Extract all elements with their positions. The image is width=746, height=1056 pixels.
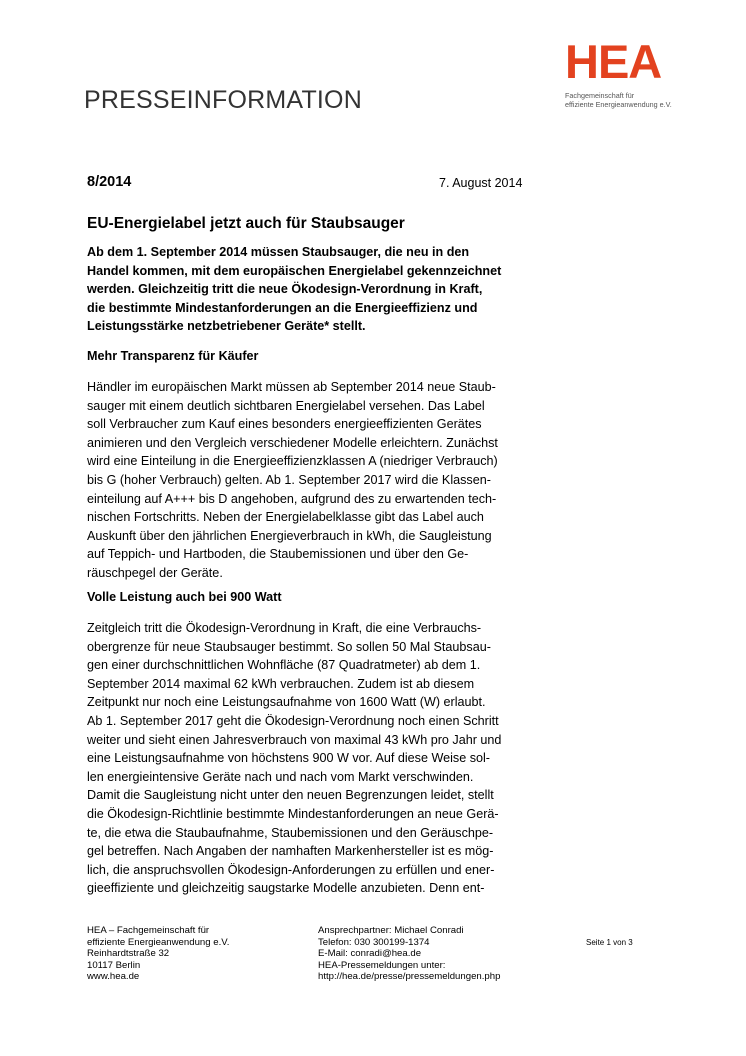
body-line: eine Leistungsaufnahme von höchstens 900 W vor. Auf diese Weise sol- <box>87 751 491 766</box>
section-heading-performance: Volle Leistung auch bei 900 Watt <box>87 590 282 604</box>
body-line: Damit die Saugleistung nicht unter den neuen Begrenzungen leidet, stellt <box>87 788 494 803</box>
footer-organization <box>87 925 229 983</box>
footer-org-line: Reinhardtstraße 32 <box>87 948 170 960</box>
page-number: Seite 1 von 3 <box>586 938 633 947</box>
body-line: lich, die anspruchsvollen Ökodesign-Anforderungen zu erfüllen und ener- <box>87 862 495 877</box>
headline: EU-Energielabel jetzt auch für Staubsauger <box>87 215 405 232</box>
body-line: len energieintensive Geräte nach und nach vom Markt verschwinden. <box>87 769 474 784</box>
body-line: Zeitgleich tritt die Ökodesign-Verordnung in Kraft, die eine Verbrauchs- <box>87 621 482 635</box>
body-line: Zeitpunkt nur noch eine Leistungsaufnahme von 1600 Watt (W) erlaubt. <box>87 695 486 710</box>
press-release-number: 8/2014 <box>87 174 132 190</box>
body-line: September 2014 maximal 62 kWh verbrauchen. Zudem ist ab diesem <box>87 676 475 691</box>
body-line: gieeffiziente und gleichzeitig saugstarke Modelle anzubieten. Denn ent- <box>87 881 485 896</box>
section-heading-transparency: Mehr Transparenz für Käufer <box>87 349 259 363</box>
body-line: gel betreffen. Nach Angaben der namhaften Markenhersteller ist es mög- <box>87 844 494 859</box>
footer-contact <box>318 925 500 983</box>
body-line: soll Verbraucher zum Kauf eines besonders energieeffizienten Gerätes <box>87 417 482 432</box>
body-line: animieren und den Vergleich verschiedener Modelle erleichtern. Zunächst <box>87 435 498 450</box>
body-line: sauger mit einem deutlich sichtbaren Energielabel versehen. Das Label <box>87 398 485 413</box>
body-line: einteilung auf A+++ bis D angehoben, aufgrund des zu erwartenden tech- <box>87 491 497 506</box>
lead-line: Ab dem 1. September 2014 müssen Staubsauger, die neu in den <box>87 245 470 259</box>
body-line: räuschpegel der Geräte. <box>87 565 223 580</box>
lead-paragraph <box>87 243 547 336</box>
footer-website[interactable]: www.hea.de <box>87 971 140 983</box>
lead-line: Leistungsstärke netzbetriebener Geräte* stellt. <box>87 319 366 334</box>
logo-mark: HEA <box>565 35 662 88</box>
footer-contact-line: HEA-Pressemeldungen unter: <box>318 959 446 971</box>
logo-subtitle <box>565 91 725 109</box>
body-line: auf Teppich- und Hartboden, die Staubemissionen und über den Ge- <box>87 547 469 562</box>
logo-subtitle-line: Fachgemeinschaft für <box>565 91 635 100</box>
body-line: weiter und sieht einen Jahresverbrauch von maximal 43 kWh pro Jahr und <box>87 732 502 747</box>
footer-contact-line: Ansprechpartner: Michael Conradi <box>318 925 464 936</box>
body-line: Händler im europäischen Markt müssen ab September 2014 neue Staub- <box>87 380 496 394</box>
lead-line: werden. Gleichzeitig tritt die neue Ökodesign-Verordnung in Kraft, <box>87 282 483 297</box>
press-release-date: 7. August 2014 <box>439 176 523 190</box>
footer-press-link[interactable]: http://hea.de/presse/pressemeldungen.php <box>318 971 501 983</box>
hea-logo <box>565 35 725 109</box>
lead-line: die bestimmte Mindestanforderungen an die Energieeffizienz und <box>87 300 478 315</box>
footer-contact-line: Telefon: 030 300199-1374 <box>318 936 430 948</box>
body-line: wird eine Einteilung in die Energieeffizienzklassen A (niedriger Verbrauch) <box>87 454 498 469</box>
logo-subtitle-line: effiziente Energieanwendung e.V. <box>565 100 672 109</box>
footer-org-line: HEA – Fachgemeinschaft für <box>87 925 210 936</box>
body-line: bis G (hoher Verbrauch) gelten. Ab 1. September 2017 wird die Klassen- <box>87 472 491 487</box>
body-line: Auskunft über den jährlichen Energieverbrauch in kWh, die Saugleistung <box>87 528 492 543</box>
body-line: gen einer durchschnittlichen Wohnfläche (87 Quadratmeter) ab dem 1. <box>87 658 481 673</box>
body-line: Ab 1. September 2017 geht die Ökodesign-Verordnung noch einen Schritt <box>87 713 499 728</box>
section-body-performance <box>87 619 547 898</box>
body-line: nischen Fortschritts. Neben der Energielabelklasse gibt das Label auch <box>87 510 484 525</box>
section-body-transparency <box>87 378 547 583</box>
document-type-title: PRESSEINFORMATION <box>84 86 362 114</box>
lead-line: Handel kommen, mit dem europäischen Energielabel gekennzeichnet <box>87 263 502 278</box>
body-line: obergrenze für neue Staubsauger bestimmt. So sollen 50 Mal Staubsau- <box>87 639 491 654</box>
footer-org-line: 10117 Berlin <box>87 959 141 971</box>
footer-email[interactable]: E-Mail: conradi@hea.de <box>318 948 422 960</box>
body-line: die Ökodesign-Richtlinie bestimmte Mindestanforderungen an neue Gerä- <box>87 806 499 821</box>
footer-org-line: effiziente Energieanwendung e.V. <box>87 936 230 948</box>
body-line: te, die etwa die Staubaufnahme, Staubemissionen und den Geräuschpe- <box>87 825 494 840</box>
